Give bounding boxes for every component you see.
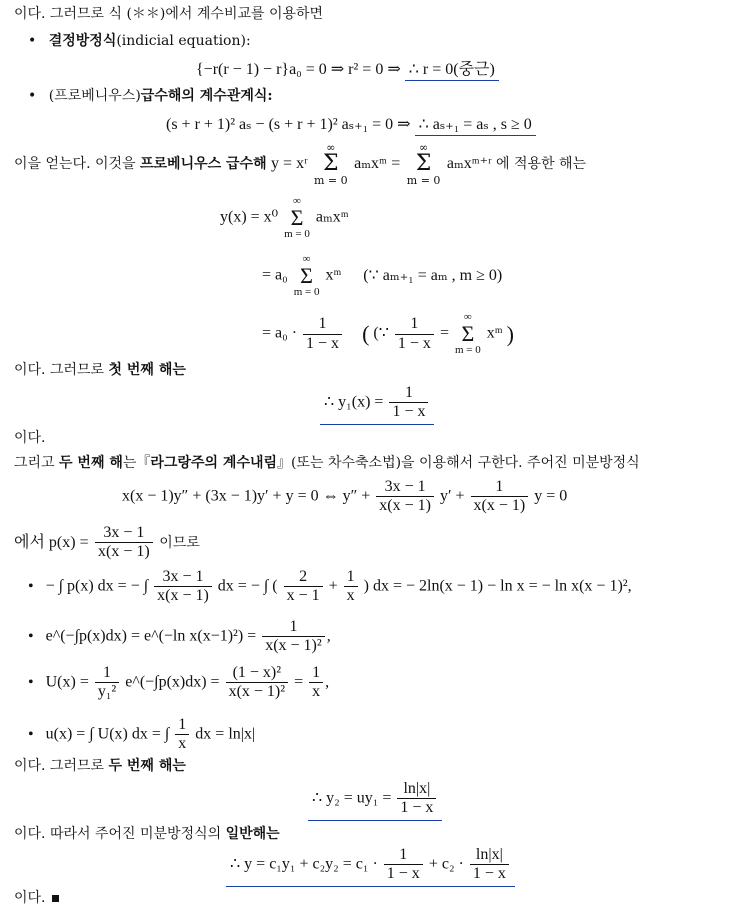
text-line-1: 이다. 그러므로 식 (＊＊)에서 계수비교를 이용하면	[14, 6, 324, 22]
paren-open: (	[362, 321, 370, 347]
paren-close: )	[506, 321, 514, 347]
first-solution-formula	[320, 384, 434, 425]
indicial-equation-text: {−r(r − 1) − r}a₀ = 0 ⇒ r² = 0 ⇒	[196, 61, 401, 78]
general-solution-formula	[226, 846, 515, 887]
differential-equation	[122, 478, 567, 516]
px-post: 이므로	[159, 534, 200, 551]
sum-symbol-5: ∞ Σ m = 0	[454, 311, 481, 356]
series-term-2: aₘxᵐ⁺ʳ	[446, 155, 492, 172]
sec-d: 라그랑주의 계수내림	[150, 455, 278, 471]
second-solution-method-line	[14, 455, 640, 473]
y2-eq: ∴ y₂ = uy₁ =	[312, 789, 392, 807]
de-frac-2: $\frac{1}{x(x - 1)}$	[471, 478, 529, 516]
int1-c: ) dx = − 2ln(x − 1) − ln x = − ln x(x − 1)²,	[363, 577, 632, 595]
bullet-integral-p	[28, 568, 632, 606]
gen-frac-1: $\frac{1}{1 - x}$	[384, 846, 423, 884]
step2-xm: xᵐ	[325, 266, 342, 284]
series-text-bold: 프로베니우스 급수해	[140, 156, 267, 172]
fraction-1-over-1mx-b: $\frac{1}{1 - x}$	[395, 315, 434, 353]
ux-int-frac: $\frac{1}{x}$	[175, 716, 189, 754]
second-solution-formula	[308, 780, 442, 821]
de-frac-1: $\frac{3x - 1}{x(x - 1)}$	[376, 478, 434, 516]
bullet-recurrence	[28, 88, 273, 106]
indicial-label: 결정방정식	[48, 33, 117, 49]
general-solution-line	[14, 826, 280, 844]
yx0: y(x) = x⁰	[220, 208, 279, 226]
step3-a0: = a₀ ·	[262, 324, 298, 342]
sum-symbol-3: ∞ Σ m = 0	[284, 195, 310, 240]
series-text-a: 이을 얻는다. 이것을	[14, 156, 136, 172]
step2-because: (∵ aₘ₊₁ = aₘ , m ≥ 0)	[363, 266, 503, 284]
bullet-exponential	[28, 618, 331, 656]
int1-plus: +	[328, 577, 338, 595]
end-line	[14, 890, 59, 908]
gen-bold: 일반해는	[225, 826, 280, 842]
solution-step-1	[220, 196, 349, 240]
recurrence-result-underlined: ∴ aₛ₊₁ = aₛ , s ≥ 0	[415, 116, 536, 136]
px-fraction: $\frac{3x - 1}{x(x - 1)}$	[95, 524, 153, 562]
ux-comma: ,	[325, 673, 330, 691]
int1-frac-3: $\frac{1}{x}$	[344, 568, 358, 606]
y2-fraction: $\frac{\ln|x|}{1 - x}$	[397, 780, 436, 818]
px-line	[14, 524, 200, 562]
gen-mid: + c₂ ·	[428, 855, 464, 873]
second-solution-line	[14, 758, 186, 776]
sec-c: 는『	[122, 455, 151, 471]
solution-step-2	[262, 254, 502, 298]
ux-b: e^(−∫p(x)dx) =	[125, 673, 220, 691]
bullet-indicial-equation	[28, 33, 251, 51]
ux-int: u(x) = ∫ U(x) dx = ∫	[45, 725, 170, 743]
px-pre: 에서 p(x) =	[14, 533, 89, 551]
y1-eq: ∴ y₁(x) =	[324, 393, 384, 411]
sum-symbol-4: ∞ Σ m = 0	[293, 253, 320, 298]
step3-equals: =	[439, 324, 449, 342]
sum-symbol-2: ∞ Σ m = 0	[406, 141, 441, 187]
gen-frac-2: $\frac{\ln|x|}{1 - x}$	[470, 846, 509, 884]
frobenius-series-line	[14, 142, 586, 186]
first-solution-bold: 첫 번째 해는	[108, 362, 186, 378]
series-term-1: aₘxᵐ	[354, 155, 387, 172]
exp-frac: $\frac{1}{\text{x(x − 1)²}}$	[262, 618, 324, 656]
ux-a: U(x) =	[45, 673, 89, 691]
ux-frac-1: $\frac{1}{\text{y₁²}}$	[95, 664, 119, 702]
ux-c: =	[294, 673, 304, 691]
end-text: 이다.	[14, 890, 46, 906]
recurrence-label-pre: (프로베니우스)	[48, 88, 141, 104]
y1-fraction: $\frac{1}{1 - x}$	[389, 384, 428, 422]
de-mid: y′ +	[439, 487, 465, 505]
sum-symbol-1: ∞ Σ m = 0	[314, 141, 348, 187]
step3-because: (∵	[373, 324, 389, 342]
int1-frac: $\frac{3x - 1}{x(x - 1)}$	[154, 568, 212, 606]
ida-line: 이다.	[14, 430, 46, 446]
first-solution-text: 이다. 그러므로	[14, 362, 105, 378]
ux-frac-3: $\frac{1}{x}$	[309, 664, 323, 702]
bullet-Ux	[28, 664, 329, 702]
int1-b: dx = − ∫ (	[217, 577, 278, 595]
solution-step-3	[262, 312, 514, 356]
series-equals: =	[391, 155, 401, 172]
indicial-result-underlined: ∴ r = 0(중근)	[405, 61, 499, 81]
recurrence-label: 급수해의 계수관계식:	[140, 88, 273, 104]
exp-a: e^(−∫p(x)dx) = e^(−ln x(x−1)²) =	[45, 627, 257, 645]
second-sol-bold: 두 번째 해는	[108, 758, 186, 774]
step3-xm: xᵐ	[486, 324, 503, 342]
qed-square-icon	[52, 895, 59, 902]
ux-frac-2: $\frac{\text{(1 − x)²}}{\text{x(x − 1)²}}$	[226, 664, 288, 702]
series-y-eq: y = xʳ	[271, 155, 308, 172]
recurrence-equation	[166, 115, 536, 135]
sec-e: 』(또는 차수축소법)을 이용해서 구한다. 주어진 미분방정식	[277, 455, 640, 471]
bullet-ux	[28, 716, 255, 754]
indicial-equation	[196, 60, 499, 80]
step2-a0: = a₀	[262, 266, 288, 284]
first-solution-line	[14, 362, 186, 380]
recurrence-equation-text: (s + r + 1)² aₛ − (s + r + 1)² aₛ₊₁ = 0 ⇒	[166, 116, 411, 133]
second-sol-text: 이다. 그러므로	[14, 758, 105, 774]
series-text-c: 에 적용한 해는	[495, 156, 587, 172]
sec-a: 그리고	[14, 455, 55, 471]
int1-frac-2: $\frac{2}{x - 1}$	[284, 568, 323, 606]
de-end: y = 0	[534, 487, 568, 505]
fraction-1-over-1mx: $\frac{1}{1 - x}$	[303, 315, 342, 353]
sec-b: 두 번째 해	[59, 455, 123, 471]
exp-comma: ,	[326, 627, 331, 645]
gen-eq: ∴ y = c₁y₁ + c₂y₂ = c₁ ·	[230, 855, 378, 873]
indicial-label-en: (indicial equation):	[116, 33, 251, 49]
int1-a: − ∫ p(x) dx = − ∫	[45, 577, 149, 595]
de-left: x(x − 1)y″ + (3x − 1)y′ + y = 0 ⇔ y″ +	[122, 487, 371, 505]
step1-term: aₘxᵐ	[315, 208, 349, 226]
ux-end: dx = ln|x|	[195, 725, 256, 743]
gen-text: 이다. 따라서 주어진 미분방정식의	[14, 826, 222, 842]
